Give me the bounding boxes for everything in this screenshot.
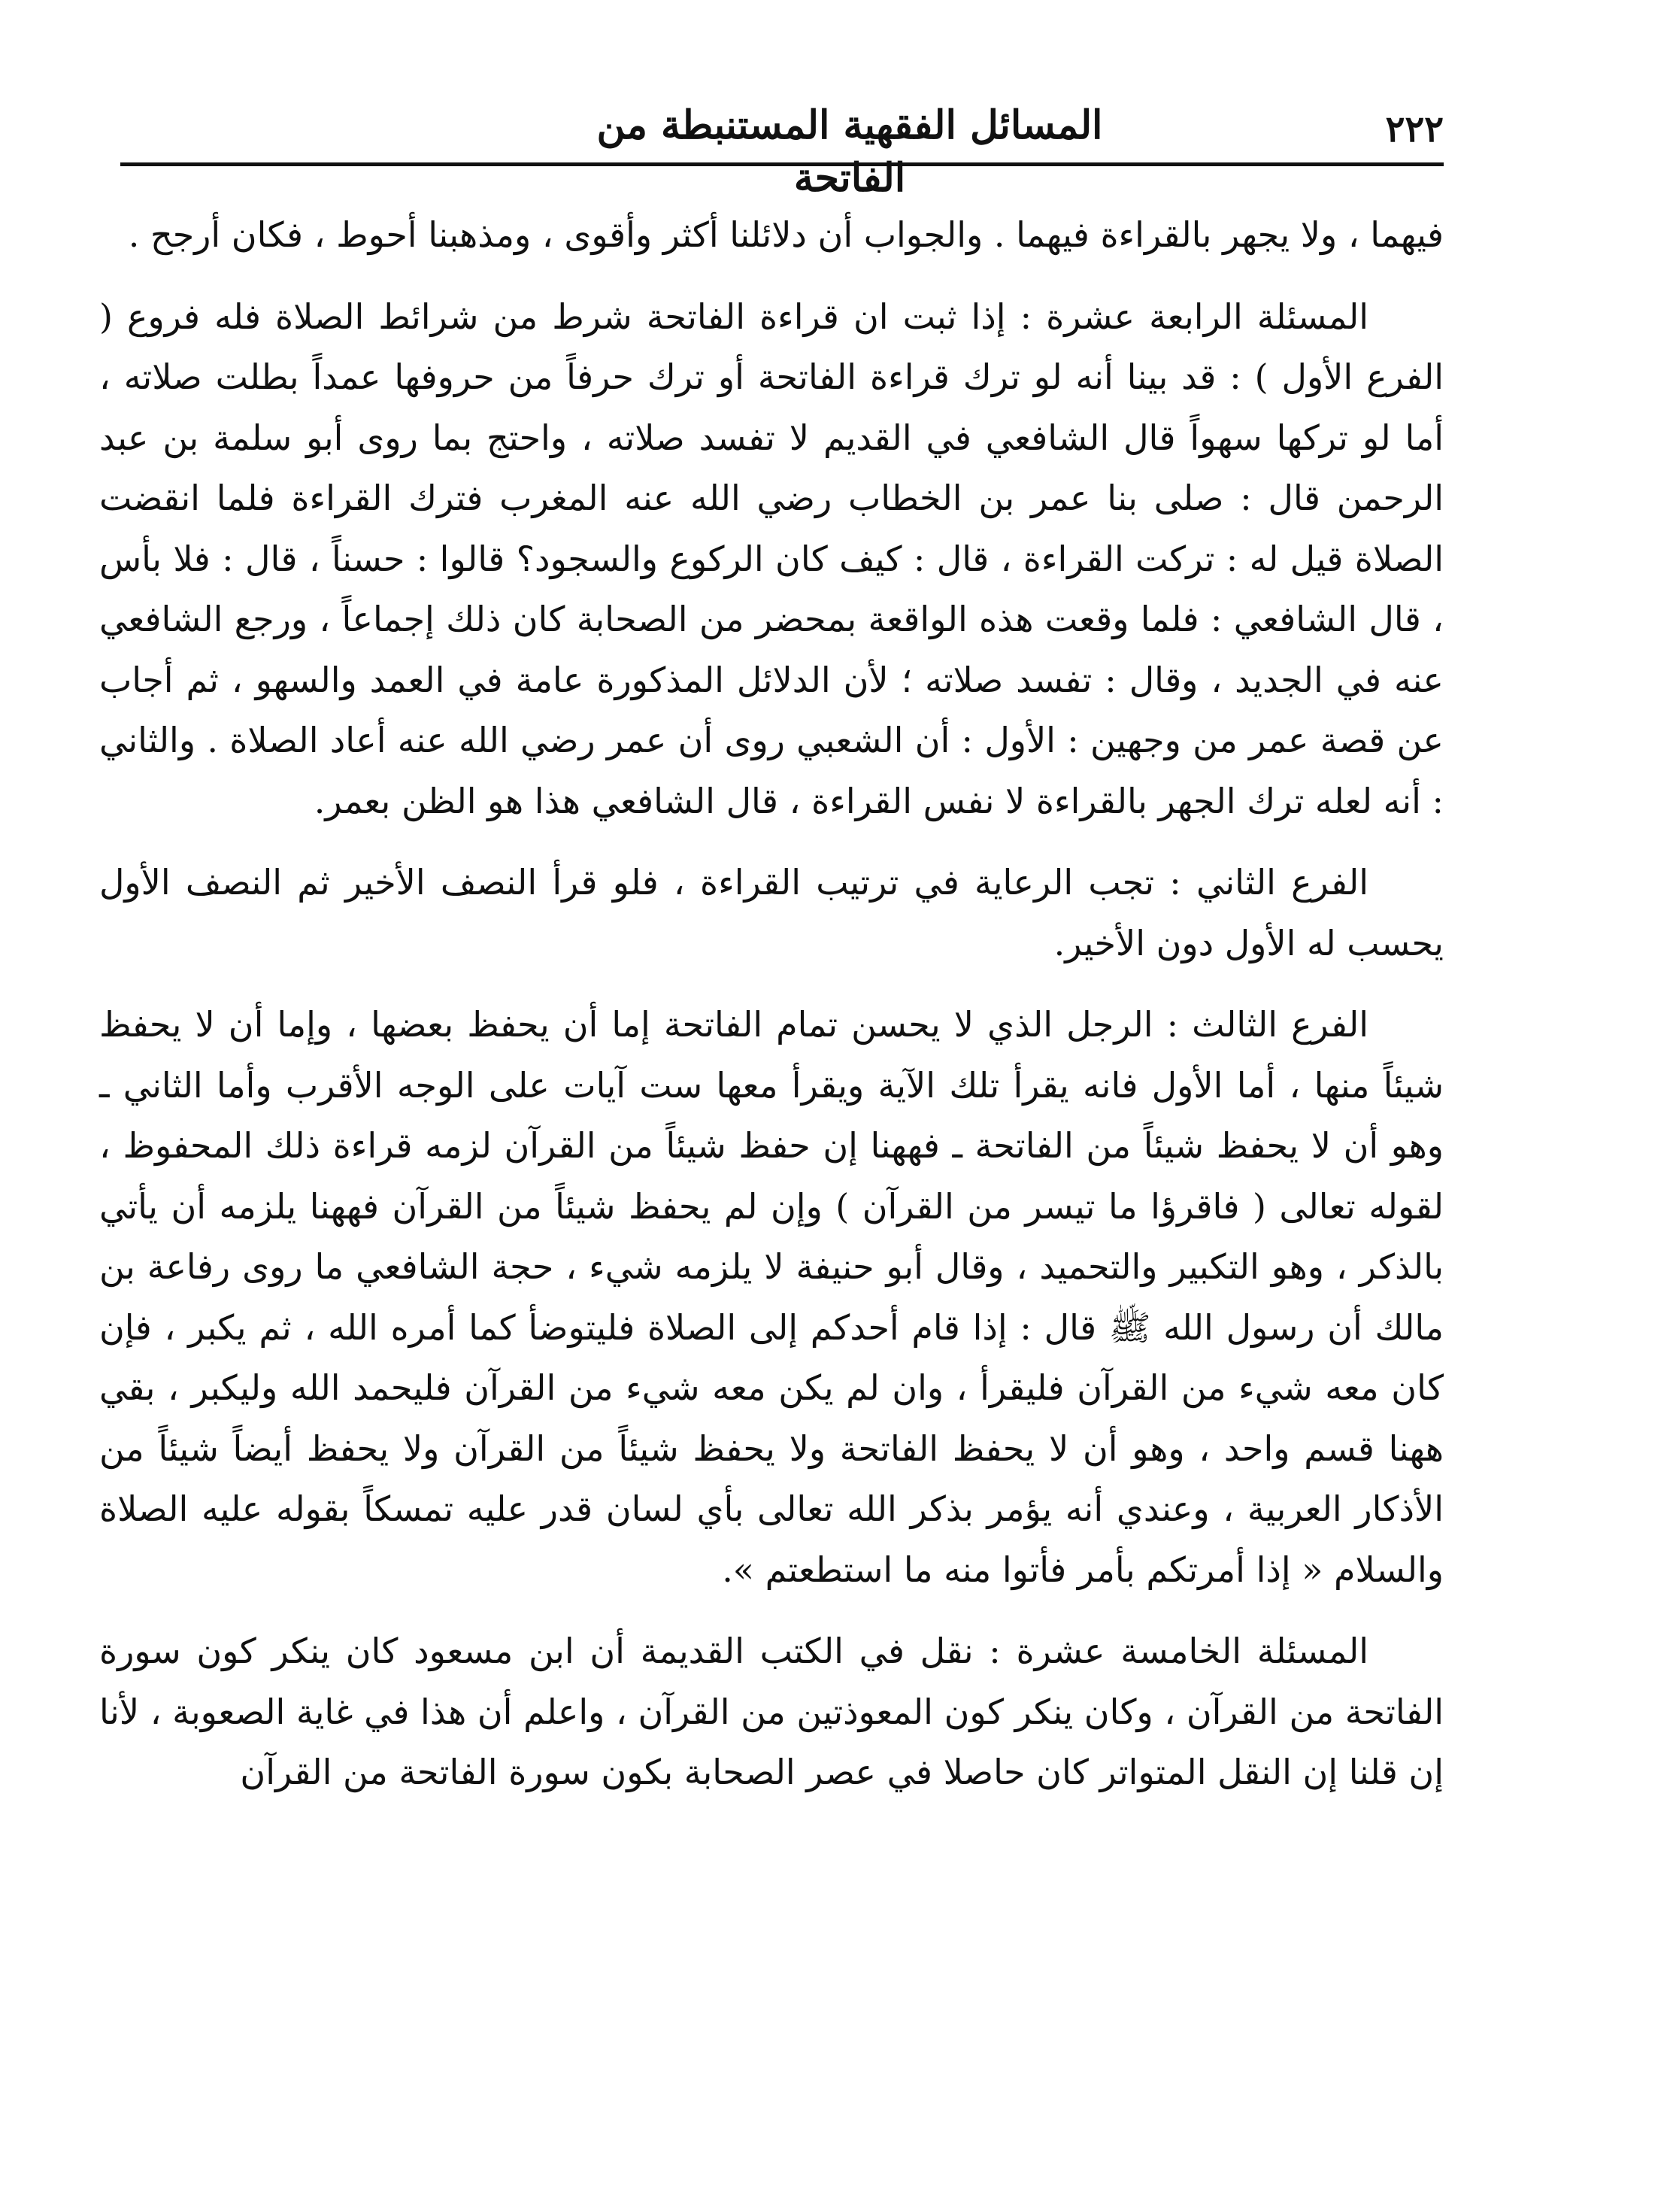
body-text xyxy=(99,205,1444,1803)
running-header xyxy=(120,96,1444,201)
paragraph-issue-15: المسئلة الخامسة عشرة : نقل في الكتب القديمة أن ابن مسعود كان ينكر كون سورة الفاتحة من القرآن ، وكان ينكر كون المعوذتين من القرآن ، واعلم أن هذا في غاية الصعوبة ، لأنا إن قلنا إن النقل المتواتر كان حاصلا في عصر الصحابة بكون سورة الفاتحة من القرآن xyxy=(99,1631,1444,1792)
running-title: المسائل الفقهية المستنبطة من الفاتحة xyxy=(596,102,1103,201)
page-number: ٢٢٢ xyxy=(1385,108,1444,150)
paragraph-continuation: فيهما ، ولا يجهر بالقراءة فيهما . والجواب أن دلائلنا أكثر وأقوى ، ومذهبنا أحوط ، فكان أرجح . xyxy=(128,214,1444,255)
header-rule xyxy=(120,162,1444,166)
paragraph-branch-3: الفرع الثالث : الرجل الذي لا يحسن تمام الفاتحة إما أن يحفظ بعضها ، وإما أن لا يحفظ شيئاً منها ، أما الأول فانه يقرأ تلك الآية ويقرأ معها ست آيات على الوجه الأقرب وأما الثاني ـ وهو أن لا يحفظ شيئاً من الفاتحة ـ فههنا إن حفظ شيئاً من القرآن لزمه قراءة ذلك المحفوظ ، لقوله تعالى ( فاقرؤا ما تيسر من القرآن ) وإن لم يحفظ شيئاً من القرآن فههنا يلزمه أن يأتي بالذكر ، وهو التكبير والتحميد ، وقال أبو حنيفة لا يلزمه شيء ، حجة الشافعي ما روى رفاعة بن مالك أن رسول الله ﷺ قال : إذا قام أحدكم إلى الصلاة فليتوضأ كما أمره الله ، ثم يكبر ، فإن كان معه شيء من القرآن فليقرأ ، وان لم يكن معه شيء من القرآن فليحمد الله وليكبر ، بقي ههنا قسم واحد ، وهو أن لا يحفظ الفاتحة ولا يحفظ شيئاً من القرآن ولا يحفظ أيضاً شيئاً من الأذكار العربية ، وعندي أنه يؤمر بذكر الله تعالى بأي لسان قدر عليه تمسكاً بقوله عليه الصلاة والسلام « إذا أمرتكم بأمر فأتوا منه ما استطعتم ». xyxy=(99,1004,1444,1590)
paragraph-issue-14: المسئلة الرابعة عشرة : إذا ثبت ان قراءة الفاتحة شرط من شرائط الصلاة فله فروع ( الفرع الأول ) : قد بينا أنه لو ترك قراءة الفاتحة أو ترك حرفاً من حروفها عمداً بطلت صلاته ، أما لو تركها سهواً قال الشافعي في القديم لا تفسد صلاته ، واحتج بما روى أبو سلمة بن عبد الرحمن قال : صلى بنا عمر بن الخطاب رضي الله عنه المغرب فترك القراءة فلما انقضت الصلاة قيل له : تركت القراءة ، قال : كيف كان الركوع والسجود؟ قالوا : حسناً ، قال : فلا بأس ، قال الشافعي : فلما وقعت هذه الواقعة بمحضر من الصحابة كان ذلك إجماعاً ، ورجع الشافعي عنه في الجديد ، وقال : تفسد صلاته ؛ لأن الدلائل المذكورة عامة في العمد والسهو ، ثم أجاب عن قصة عمر من وجهين : الأول : أن الشعبي روى أن عمر رضي الله عنه أعاد الصلاة . والثاني : أنه لعله ترك الجهر بالقراءة لا نفس القراءة ، قال الشافعي هذا هو الظن بعمر. xyxy=(99,296,1444,821)
paragraph-branch-2: الفرع الثاني : تجب الرعاية في ترتيب القراءة ، فلو قرأ النصف الأخير ثم النصف الأول يحسب له الأول دون الأخير. xyxy=(99,862,1444,963)
